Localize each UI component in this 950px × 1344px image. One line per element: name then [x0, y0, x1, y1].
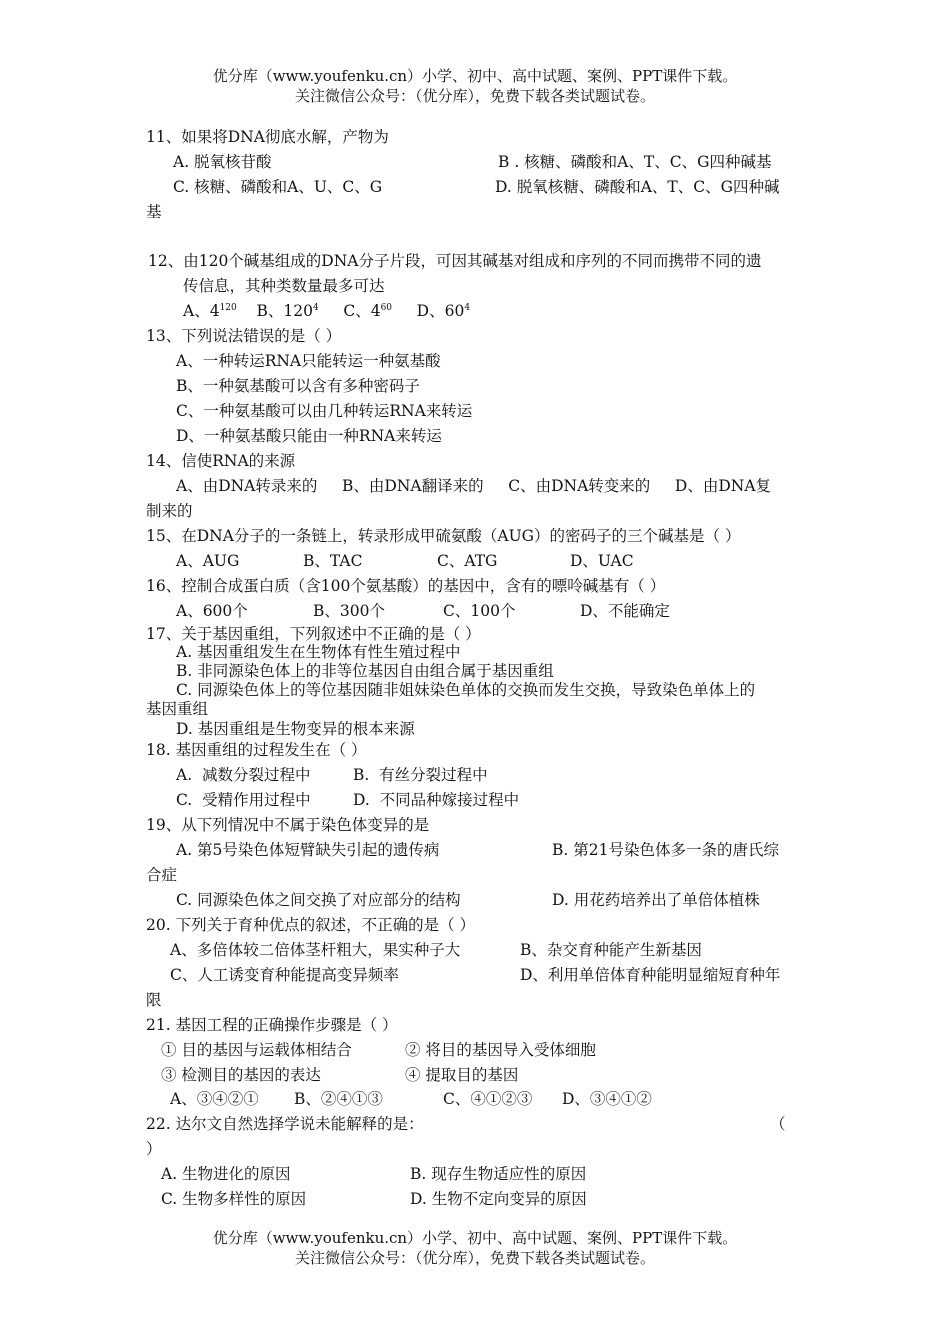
q17-stem: 17、关于基因重组，下列叙述中不正确的是（ ） — [146, 625, 481, 643]
q11-option-a: A. 脱氧核苷酸 — [173, 153, 272, 171]
q19-option-a: A. 第5号染色体短臂缺失引起的遗传病 — [176, 841, 440, 859]
q20-option-a: A、多倍体较二倍体茎杆粗大，果实种子大 — [170, 941, 461, 959]
q19-stem: 19、从下列情况中不属于染色体变异的是 — [146, 816, 430, 834]
q18-option-a: A. 减数分裂过程中 — [176, 766, 311, 784]
q15-option-d: D、UAC — [570, 552, 634, 570]
q11-option-b: B . 核糖、磷酸和A、T、C、G四种碱基 — [498, 153, 772, 171]
q17-option-a: A. 基因重组发生在生物体有性生殖过程中 — [176, 643, 461, 661]
page-footer — [0, 1228, 950, 1268]
q21-option-b: B、②④①③ — [294, 1090, 383, 1108]
q16-option-a: A、600个 — [176, 602, 248, 620]
q12-stem: 12、由120个碱基组成的DNA分子片段，可因其碱基对组成和序列的不同而携带不同的遗 — [148, 252, 762, 270]
header-line-2: 关注微信公众号：（优分库），免费下载各类试题试卷。 — [294, 87, 655, 105]
q20-option-c: C、人工诱变育种能提高变异频率 — [170, 966, 399, 984]
page-header — [0, 66, 950, 106]
q17-option-c: C. 同源染色体上的等位基因随非姐妹染色单体的交换而发生交换，导致染色单体上的 — [176, 681, 756, 699]
q17-option-c-cont: 基因重组 — [146, 700, 209, 718]
q22-stem: 22. 达尔文自然选择学说未能解释的是： — [146, 1115, 424, 1133]
q21-stem: 21. 基因工程的正确操作步骤是（ ） — [146, 1016, 398, 1034]
q21-step-3: ③ 检测目的基因的表达 — [161, 1066, 321, 1084]
q11-option-d-cont: 基 — [146, 203, 162, 221]
q18-option-d: D. 不同品种嫁接过程中 — [353, 791, 520, 809]
q12-option-a: A、$4^{120}$ — [183, 302, 237, 320]
q22-option-d: D. 生物不定向变异的原因 — [410, 1190, 587, 1208]
q20-option-b: B、杂交育种能产生新基因 — [520, 941, 702, 959]
q22-paren-close: ） — [146, 1140, 162, 1158]
q12-option-d: D、$60^4$ — [416, 302, 471, 320]
q11-option-c: C. 核糖、磷酸和A、U、C、G — [173, 178, 383, 196]
q13-stem: 13、下列说法错误的是（ ） — [146, 327, 342, 345]
q15-option-b: B、TAC — [303, 552, 363, 570]
q22-paren-open: （ — [770, 1115, 786, 1133]
q21-step-4: ④ 提取目的基因 — [405, 1066, 519, 1084]
q12-stem-cont: 传信息，其种类数量最多可达 — [183, 277, 385, 295]
q22-option-b: B. 现存生物适应性的原因 — [410, 1165, 587, 1183]
q13-option-a: A、一种转运RNA只能转运一种氨基酸 — [176, 352, 441, 370]
q22-option-c: C. 生物多样性的原因 — [161, 1190, 307, 1208]
q19-option-b-cont: 合症 — [146, 866, 178, 884]
q14-stem: 14、信使RNA的来源 — [146, 452, 296, 470]
q14-options-cont: 制来的 — [146, 502, 193, 520]
q18-option-b: B. 有丝分裂过程中 — [353, 766, 488, 784]
q15-stem: 15、在DNA分子的一条链上，转录形成甲硫氨酸（AUG）的密码子的三个碱基是（ ） — [146, 527, 741, 545]
q21-option-d: D、③④①② — [562, 1090, 652, 1108]
q19-option-c: C. 同源染色体之间交换了对应部分的结构 — [176, 891, 461, 909]
header-line-1: 优分库（www.youfenku.cn）小学、初中、高中试题、案例、PPT课件下载。 — [212, 67, 738, 85]
footer-line-1: 优分库（www.youfenku.cn）小学、初中、高中试题、案例、PPT课件下载。 — [212, 1229, 738, 1247]
q16-option-b: B、300个 — [313, 602, 385, 620]
q15-option-c: C、ATG — [437, 552, 498, 570]
q13-option-c: C、一种氨基酸可以由几种转运RNA来转运 — [176, 402, 473, 420]
q13-option-b: B、一种氨基酸可以含有多种密码子 — [176, 377, 420, 395]
q18-stem: 18. 基因重组的过程发生在（ ） — [146, 741, 367, 759]
q13-option-d: D、一种氨基酸只能由一种RNA来转运 — [176, 427, 442, 445]
q18-option-c: C. 受精作用过程中 — [176, 791, 311, 809]
q12-option-b: B、$120^4$ — [256, 302, 319, 320]
q17-option-d: D. 基因重组是生物变异的根本来源 — [176, 720, 415, 738]
q12-option-c: C、$4^{60}$ — [343, 302, 393, 320]
q15-option-a: A、AUG — [176, 552, 240, 570]
q19-option-d: D. 用花药培养出了单倍体植株 — [552, 891, 760, 909]
q17-option-b: B. 非同源染色体上的非等位基因自由组合属于基因重组 — [176, 662, 554, 680]
q14-options: A、由DNA转录来的 B、由DNA翻译来的 C、由DNA转变来的 D、由DNA复 — [176, 477, 772, 495]
q20-option-d-cont: 限 — [146, 991, 162, 1009]
q21-option-a: A、③④②① — [170, 1090, 259, 1108]
q20-stem: 20. 下列关于育种优点的叙述，不正确的是（ ） — [146, 916, 476, 934]
q11-stem: 11、如果将DNA彻底水解，产物为 — [146, 128, 389, 146]
q21-step-2: ② 将目的基因导入受体细胞 — [405, 1041, 596, 1059]
q19-option-b: B. 第21号染色体多一条的唐氏综 — [552, 841, 779, 859]
q12-options — [183, 300, 470, 322]
q22-option-a: A. 生物进化的原因 — [161, 1165, 291, 1183]
q21-option-c: C、④①②③ — [443, 1090, 533, 1108]
q11-option-d: D. 脱氧核糖、磷酸和A、T、C、G四种碱 — [495, 178, 780, 196]
q16-option-d: D、不能确定 — [580, 602, 670, 620]
q21-step-1: ① 目的基因与运载体相结合 — [161, 1041, 352, 1059]
q20-option-d: D、利用单倍体育种能明显缩短育种年 — [520, 966, 781, 984]
footer-line-2: 关注微信公众号：（优分库），免费下载各类试题试卷。 — [294, 1249, 655, 1267]
q16-stem: 16、控制合成蛋白质（含100个氨基酸）的基因中，含有的嘌呤碱基有（ ） — [146, 577, 666, 595]
q16-option-c: C、100个 — [443, 602, 516, 620]
